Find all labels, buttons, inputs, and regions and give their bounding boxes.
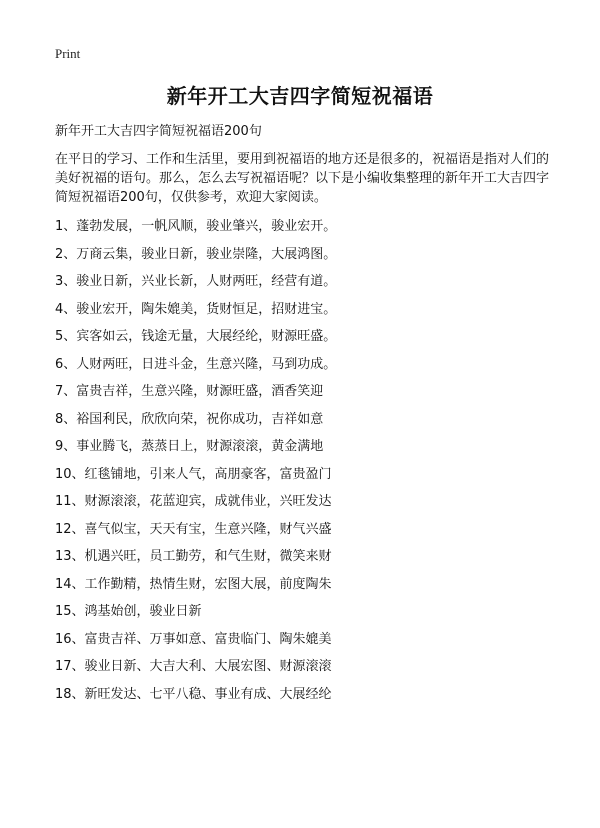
- list-item: 8、裕国利民，欣欣向荣，祝你成功，吉祥如意: [55, 411, 324, 427]
- list-item: 1、蓬勃发展，一帆风顺，骏业肇兴，骏业宏开。: [55, 219, 337, 234]
- page-title: 新年开工大吉四字简短祝福语: [166, 84, 434, 108]
- list-item: 9、事业腾飞，蒸蒸日上，财源滚滚，黄金满地: [55, 439, 324, 454]
- list-item: 13、机遇兴旺，员工勤劳，和气生财，微笑来财: [55, 549, 332, 564]
- list-item: 12、喜气似宝，天天有宝，生意兴隆，财气兴盛: [55, 521, 332, 537]
- list-item: 14、工作勤精，热情生财，宏图大展，前度陶朱: [55, 576, 332, 592]
- list-item: 5、宾客如云，钱途无量，大展经纶，财源旺盛。: [55, 329, 337, 344]
- list-item: 6、人财两旺，日进斗金，生意兴隆，马到功成。: [55, 356, 337, 372]
- list-item: 4、骏业宏开，陶朱媲美，货财恒足，招财进宝。: [55, 301, 337, 317]
- list-item: 3、骏业日新，兴业长新，人财两旺，经营有道。: [55, 274, 337, 289]
- document-subtitle: 新年开工大吉四字简短祝福语200句: [55, 124, 262, 139]
- list-item: 15、鸿基始创，骏业日新: [55, 604, 202, 619]
- list-item: 7、富贵吉祥，生意兴隆，财源旺盛，酒香笑迎: [55, 384, 324, 399]
- list-item: 16、富贵吉祥、万事如意、富贵临门、陶朱媲美: [55, 631, 332, 647]
- list-item: 11、财源滚滚，花蓝迎宾，成就伟业，兴旺发达: [55, 494, 332, 509]
- list-item: 17、骏业日新、大吉大利、大展宏图、财源滚滚: [55, 659, 332, 674]
- list-item: 18、新旺发达、七平八稳、事业有成、大展经纶: [55, 686, 332, 702]
- list-item: 2、万商云集，骏业日新，骏业崇隆，大展鸿图。: [55, 246, 337, 262]
- greeting-list: [55, 217, 336, 712]
- list-item: 10、红毯铺地，引来人气，高朋豪客，富贵盈门: [55, 466, 332, 482]
- intro-paragraph: 在平日的学习、工作和生活里，要用到祝福语的地方还是很多的，祝福语是指对人们的美好祝福的语句。那么，怎么去写祝福语呢？以下是小编收集整理的新年开工大吉四字简短祝福语200句，仅供参考，欢迎大家阅读。: [55, 152, 550, 205]
- print-link[interactable]: Print: [55, 46, 81, 61]
